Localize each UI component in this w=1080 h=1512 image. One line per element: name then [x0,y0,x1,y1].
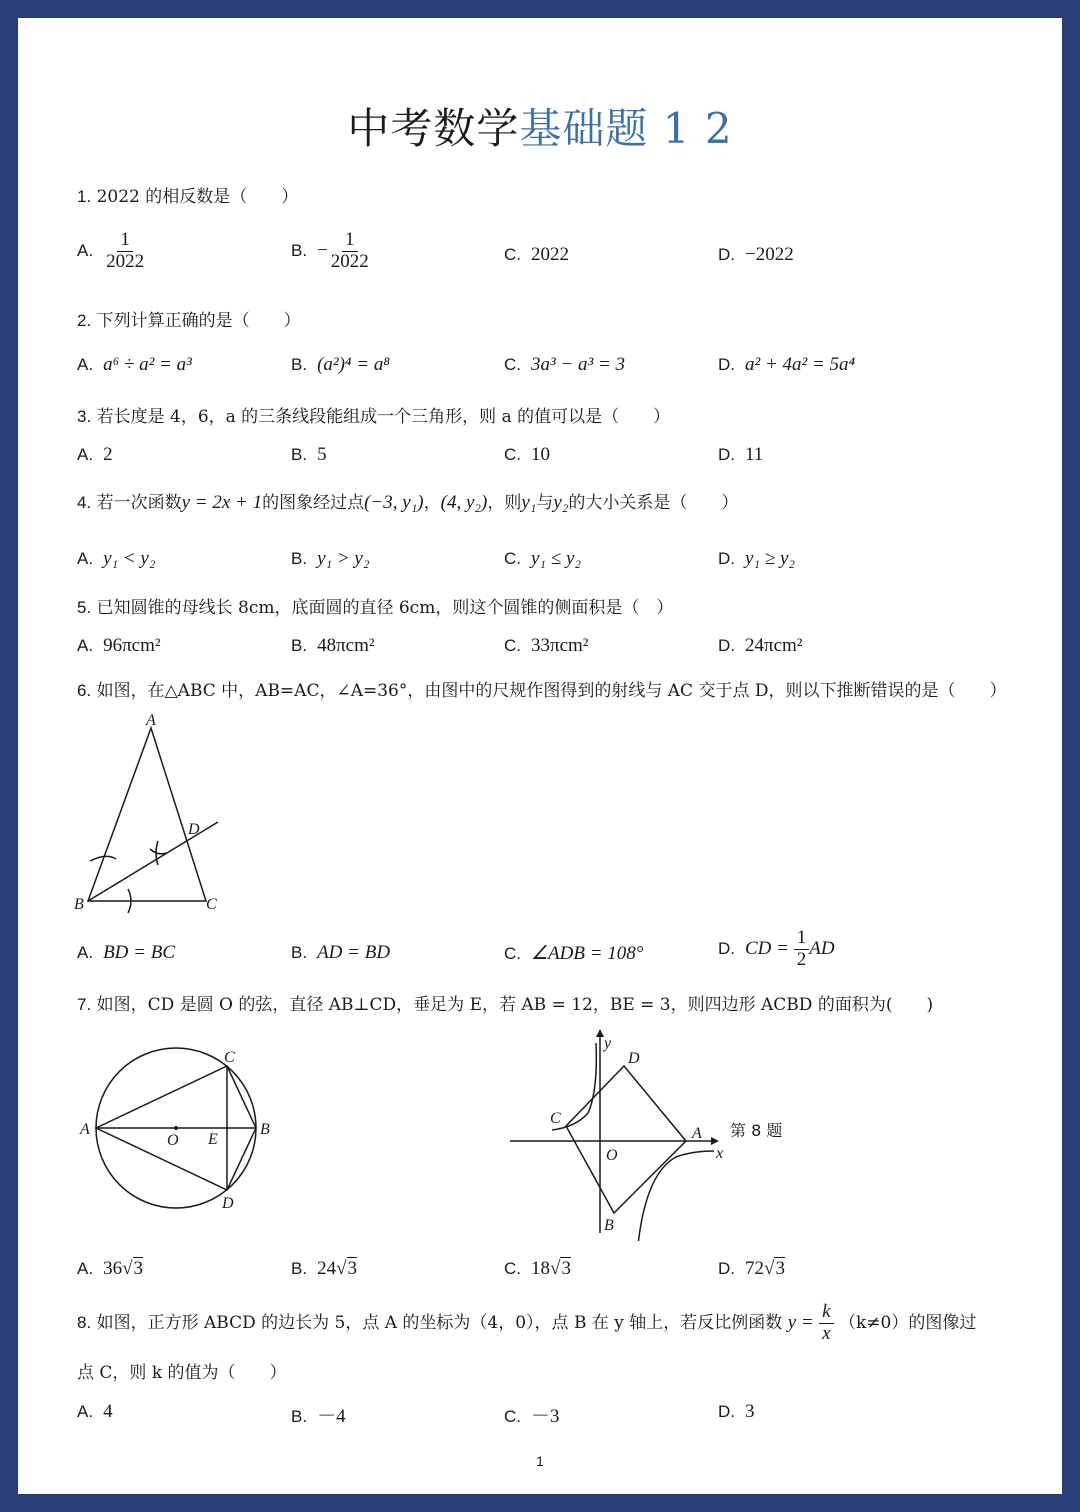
q8-option-b: B. －4 [291,1406,346,1427]
hyperbola-branch-lower [638,1151,714,1241]
q1-option-a: A. $\frac{1}{2022}$ [77,229,145,272]
q1-option-b: B. − $\frac{1}{2022}$ [291,229,369,272]
label-x: x [716,1145,724,1162]
q6-option-b: B. AD = BD [291,942,391,963]
q3-option-c: C. 10 [504,444,550,465]
title-number: 1 2 [662,104,733,153]
label-b: B [604,1217,614,1234]
label-y: y [604,1035,612,1052]
question-5: 5. 已知圆锥的母线长 8cm，底面圆的直径 6cm，则这个圆锥的侧面积是（ ） [77,598,674,618]
question-7: 7. 如图，CD 是圆 O 的弦，直径 AB⊥CD，垂足为 E，若 AB = 12，BE = 3，则四边形 ACBD 的面积为( ) [77,995,934,1015]
q4-option-c: C. y₁ ≤ y₂ [504,548,582,569]
label-b: B [74,896,84,913]
x-axis-arrow [711,1137,719,1145]
q2-option-c: C. 3a³ − a³ = 3 [504,354,626,375]
label-d: D [188,821,200,838]
question-4: 4. 若一次函数y = 2x + 1的图象经过点(−3, y₁)，(4, y₂)，则y₁与y₂的大小关系是（ ） [77,492,739,513]
q8-option-c: C. －3 [504,1406,560,1427]
q5-option-c: C. 33πcm² [504,635,589,656]
question-8: 8. 如图，正方形 ABCD 的边长为 5，点 A 的坐标为（4，0），点 B 在 y 轴上，若反比例函数 y = $\frac{k}{x}$ （k≠0）的图像过 [77,1301,977,1344]
q5-option-b: B. 48πcm² [291,635,375,656]
q5-option-d: D. 24πcm² [718,635,803,656]
q2-option-d: D. a² + 4a² = 5a⁴ [718,354,856,375]
q8-option-d: D. 3 [718,1401,755,1422]
q3-option-a: A. 2 [77,444,113,465]
arc-mark-center-1 [150,849,166,854]
q1-option-c: C. 2022 [504,244,569,265]
label-c: C [550,1110,561,1127]
triangle-abc [88,728,206,901]
center-point [174,1126,178,1130]
q7-option-c: C. 18√3 [504,1258,571,1279]
q5-option-a: A. 96πcm² [77,635,161,656]
q4-option-d: D. y₁ ≥ y₂ [718,548,796,569]
title-part-blue: 基础题 [519,104,649,153]
y-axis-arrow [596,1029,604,1037]
label-c: C [224,1049,235,1066]
q7-option-a: A. 36√3 [77,1258,143,1279]
label-a: A [146,713,156,729]
q3-option-d: D. 11 [718,444,764,465]
q7-option-b: B. 24√3 [291,1258,357,1279]
q7-option-d: D. 72√3 [718,1258,785,1279]
q6-option-c: C. ∠ADB = 108° [504,943,644,964]
label-e: E [208,1131,218,1148]
triangle-figure [70,713,250,923]
q4-option-b: B. y₁ > y₂ [291,548,370,569]
q8-option-a: A. 4 [77,1401,113,1422]
circle-figure [70,1040,290,1220]
page [18,18,1062,1494]
label-c: C [206,896,217,913]
label-d: D [222,1195,234,1212]
q6-option-d: D. CD = $\frac{1}{2}$ AD [718,927,835,970]
page-title [18,96,1062,156]
q3-option-b: B. 5 [291,444,327,465]
question-8-line-2: 点 C，则 k 的值为（ ） [77,1363,287,1383]
title-part-black: 中考数学 [347,104,520,153]
figure-caption: 第 8 题 [730,1121,783,1140]
q4-option-a: A. y₁ < y₂ [77,548,156,569]
question-6: 6. 如图，在△ABC 中，AB=AC，∠A=36°，由图中的尺规作图得到的射线与 AC 交于点 D，则以下推断错误的是（ ） [77,681,1007,701]
coordinate-figure [506,1023,796,1241]
label-a: A [692,1125,702,1142]
q1-option-d: D. −2022 [718,244,794,265]
q6-option-a: A. BD = BC [77,942,175,963]
label-o: O [167,1132,179,1149]
label-b: B [260,1121,270,1138]
square-abcd [566,1066,686,1213]
q2-option-a: A. a⁶ ÷ a² = a³ [77,354,192,375]
question-2: 2. 下列计算正确的是（ ） [77,311,301,331]
page-number: 1 [536,1453,544,1469]
question-3: 3. 若长度是 4，6，a 的三条线段能组成一个三角形，则 a 的值可以是（ ） [77,407,671,427]
q2-option-b: B. (a²)⁴ = a⁸ [291,354,390,375]
label-a: A [80,1121,90,1138]
label-o: O [606,1147,618,1164]
question-1: 1. 2022 的相反数是（ ） [77,187,299,207]
label-d: D [628,1050,640,1067]
